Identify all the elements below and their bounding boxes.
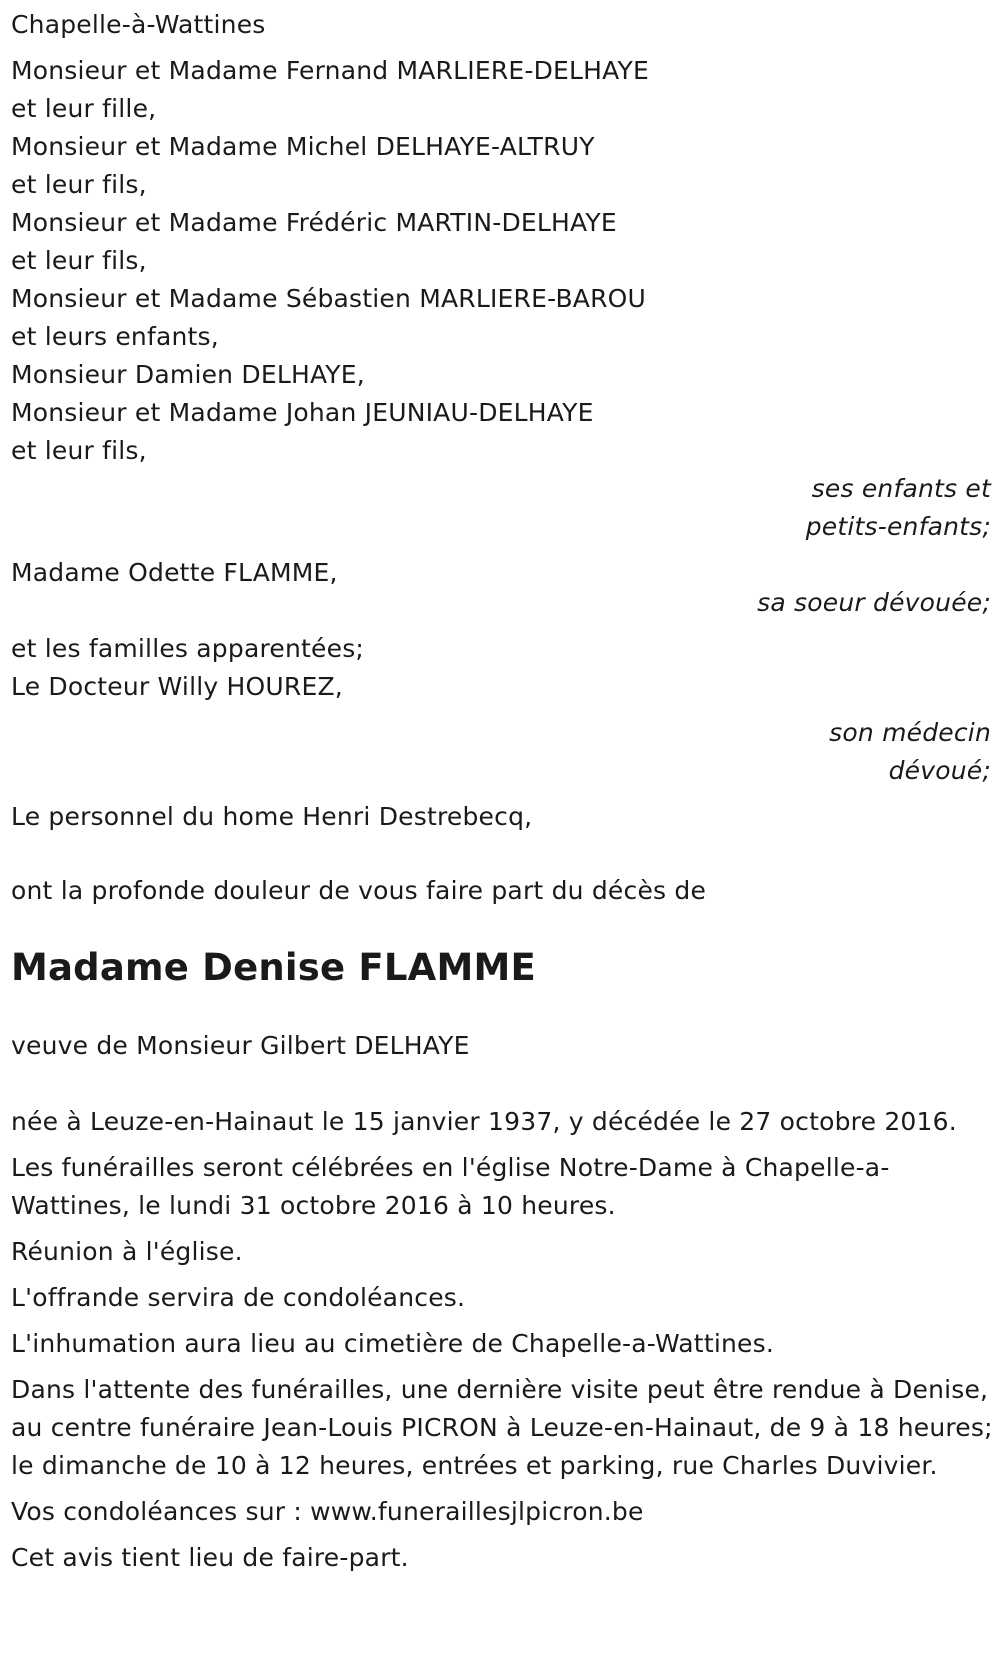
visit-details: Dans l'attente des funérailles, une dernière visite peut être rendue à Denise, au centre funéraire Jean-Louis PICRON à Leuze-en-Hainaut, de 9 à 18 heures; le dimanche de 10 à 12 heures, entrées et parking, rue Charles Duvivier.	[11, 1375, 993, 1480]
funeral-details: Les funérailles seront célébrées en l'église Notre-Dame à Chapelle-a-Wattines, le lundi 31 octobre 2016 à 10 heures.	[11, 1153, 890, 1220]
offering-line: L'offrande servira de condoléances.	[11, 1283, 466, 1312]
family-line: Monsieur et Madame Frédéric MARTIN-DELHAYE	[11, 208, 617, 237]
condolences-line: Vos condoléances sur : www.funeraillesjlpicron.be	[11, 1497, 644, 1526]
families-line: et les familles apparentées;	[11, 634, 365, 663]
family-line: Monsieur et Madame Sébastien MARLIERE-BAROU	[11, 284, 647, 313]
announcement-line: ont la profonde douleur de vous faire part du décès de	[11, 876, 707, 905]
widow-line: veuve de Monsieur Gilbert DELHAYE	[11, 1031, 470, 1060]
doctor-relation: son médecin	[829, 718, 991, 747]
meeting-line: Réunion à l'église.	[11, 1237, 243, 1266]
family-line: et leur fils,	[11, 436, 147, 465]
birth-death-line: née à Leuze-en-Hainaut le 15 janvier 1937, y décédée le 27 octobre 2016.	[11, 1107, 957, 1136]
family-line: et leurs enfants,	[11, 322, 219, 351]
family-line: et leur fils,	[11, 170, 147, 199]
family-line: et leur fille,	[11, 94, 157, 123]
location-heading: Chapelle-à-Wattines	[11, 10, 266, 39]
family-line: Monsieur Damien DELHAYE,	[11, 360, 365, 389]
family-line: et leur fils,	[11, 246, 147, 275]
doctor-name: Le Docteur Willy HOUREZ,	[11, 672, 343, 701]
family-line: Monsieur et Madame Johan JEUNIAU-DELHAYE	[11, 398, 594, 427]
children-relation-cont: petits-enfants;	[805, 512, 991, 541]
family-line: Monsieur et Madame Michel DELHAYE-ALTRUY	[11, 132, 595, 161]
deceased-name: Madame Denise FLAMME	[11, 946, 536, 989]
family-line: Monsieur et Madame Fernand MARLIERE-DELHAYE	[11, 56, 650, 85]
family-list	[11, 52, 991, 470]
notice-line: Cet avis tient lieu de faire-part.	[11, 1543, 409, 1572]
obituary-notice	[11, 6, 991, 1577]
sister-name: Madame Odette FLAMME,	[11, 558, 338, 587]
doctor-relation-cont: dévoué;	[888, 756, 991, 785]
burial-line: L'inhumation aura lieu au cimetière de Chapelle-a-Wattines.	[11, 1329, 774, 1358]
sister-relation: sa soeur dévouée;	[757, 588, 991, 617]
staff-line: Le personnel du home Henri Destrebecq,	[11, 802, 533, 831]
children-relation: ses enfants et	[811, 474, 991, 503]
